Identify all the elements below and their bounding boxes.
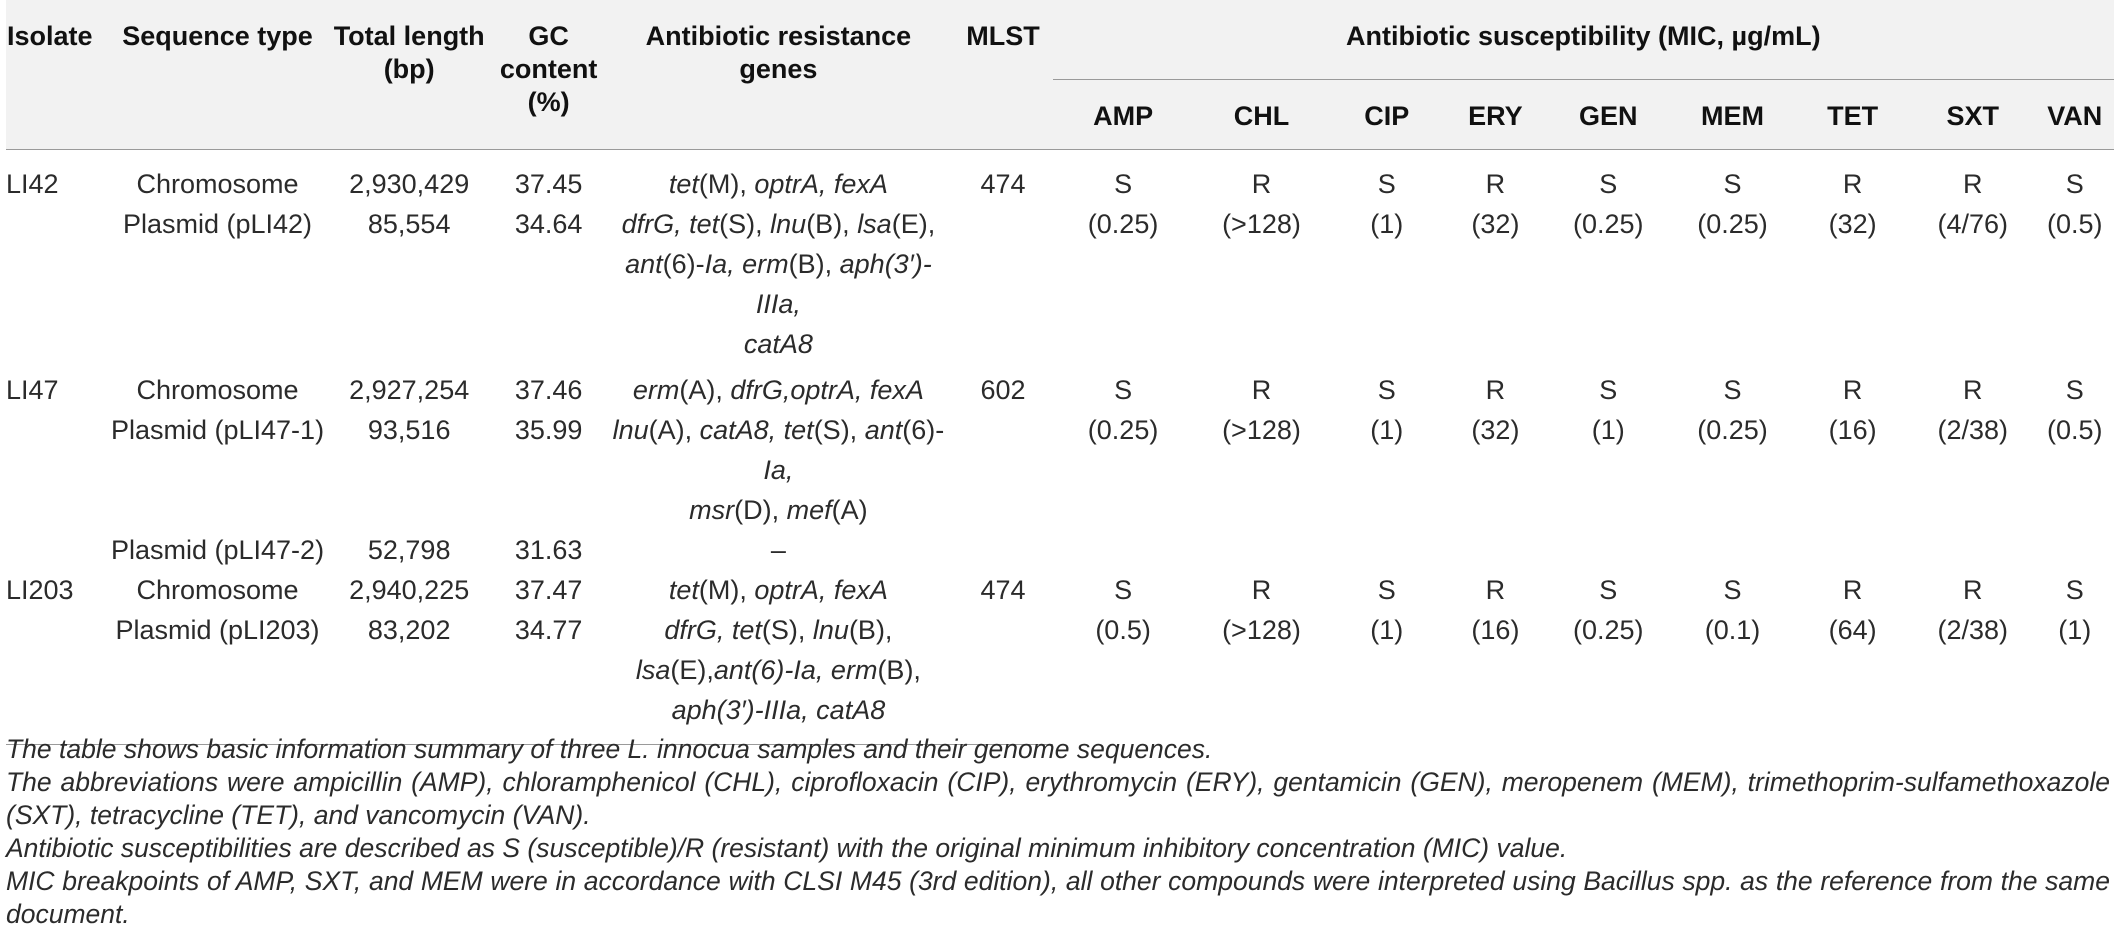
table-footnotes [6,733,2110,931]
mic-cell: R (>128) [1222,169,1301,239]
resistance-genes: tet(M), optrA, fexA [668,169,888,199]
mic-cell: S (1) [1370,575,1404,645]
header-antibiotic: ERY [1444,80,1546,150]
table-row [6,530,2114,570]
header-antibiotic: CHL [1194,80,1330,150]
header-isolate: Isolate [6,0,110,150]
sequence-type: Chromosome [136,375,299,405]
total-length: 93,516 [367,415,451,445]
isolate-name: LI42 [6,169,59,199]
mic-cell: R (32) [1828,169,1877,239]
mic-cell: R (64) [1828,575,1877,645]
total-length: 52,798 [367,535,451,565]
sequence-type: Plasmid (pLI42) [122,209,313,239]
total-length: 2,927,254 [349,375,470,405]
mic-cell: S (1) [1591,375,1625,445]
header-antibiotic: VAN [2035,80,2114,150]
sequence-type: Plasmid (pLI47-2) [110,535,325,565]
resistance-genes: – [770,535,786,565]
footnote: The abbreviations were ampicillin (AMP), chloramphenicol (CHL), ciprofloxacin (CIP), erythromycin (ERY), gentamicin (GEN), meropenem (MEM), trimethoprim-sulfamethoxazole (SXT), tetracycline (TET), and vancomycin (VAN). [6,767,2110,830]
table-row [6,364,2114,410]
footnote: MIC breakpoints of AMP, SXT, and MEM were in accordance with CLSI M45 (3rd edition), all other compounds were interpreted using Bacillus spp. as the reference from the same document. [6,866,2110,929]
mic-cell: S (0.5) [2046,375,2103,445]
mic-cell: S (0.5) [1095,575,1151,645]
sequence-type: Plasmid (pLI203) [110,610,324,745]
footnote: Antibiotic susceptibilities are described as S (susceptible)/R (resistant) with the original minimum inhibitory concentration (MIC) value. [6,833,1568,863]
sequence-type: Chromosome [136,575,299,605]
mic-cell: S (1) [1370,169,1404,239]
header-gc-content: GC content (%) [494,0,604,150]
isolate-name: LI47 [6,375,59,405]
mic-cell: R (16) [1471,575,1520,645]
table-container [6,0,2114,745]
mic-cell: R (32) [1471,375,1520,445]
resistance-genes: erm(A), dfrG,optrA, fexA [632,375,924,405]
header-mlst: MLST [953,0,1052,150]
header-total-length: Total length (bp) [325,0,494,150]
mlst-value: 474 [980,169,1026,199]
gc-content: 37.47 [514,575,583,605]
header-antibiotic: CIP [1329,80,1444,150]
mic-cell: S (0.25) [1697,169,1768,239]
resistance-genes: dfrG, tet(S), lnu(B), lsa(E), ant(6)-Ia, erm(B), aph(3′)-IIIa, catA8 [621,209,936,359]
resistance-genes: lnu(A), catA8, tet(S), ant(6)-Ia, msr(D), mef(A) [612,415,945,525]
gc-content: 31.63 [514,535,583,565]
mic-cell: S (1) [1370,375,1404,445]
mic-cell: R (>128) [1222,575,1301,645]
mic-cell: R (2/38) [1937,575,2009,645]
gc-content: 34.77 [494,610,604,745]
resistance-genes: tet(M), optrA, fexA [668,575,888,605]
header-antibiotic: TET [1795,80,1910,150]
mic-cell: S (1) [2058,575,2092,645]
mic-cell: S (0.25) [1087,375,1159,445]
total-length: 85,554 [367,209,451,239]
sequence-type: Plasmid (pLI47-1) [110,415,325,445]
header-susceptibility: Antibiotic susceptibility (MIC, µg/mL) [1053,0,2114,80]
mic-cell: R (2/38) [1937,375,2009,445]
gc-content: 34.64 [514,209,583,239]
header-antibiotic: SXT [1910,80,2035,150]
mlst-value: 474 [980,575,1026,605]
mic-cell: S (0.25) [1697,375,1768,445]
isolate-name: LI203 [6,575,74,605]
mic-cell: R (4/76) [1937,169,2009,239]
mic-cell: R (32) [1471,169,1520,239]
gc-content: 35.99 [514,415,583,445]
table-row [6,570,2114,610]
gc-content: 37.46 [514,375,583,405]
footnote: The table shows basic information summary of three L. innocua samples and their genome sequences. [6,734,1213,764]
header-antibiotic: GEN [1547,80,1670,150]
mic-cell: S (0.25) [1572,169,1644,239]
mic-cell: S (0.25) [1087,169,1159,239]
table-row [6,150,2114,205]
mic-cell: R (>128) [1222,375,1301,445]
header-antibiotic: AMP [1053,80,1194,150]
header-resistance-genes: Antibiotic resistance genes [603,0,953,150]
mic-cell: S (0.1) [1704,575,1761,645]
header-sequence-type: Sequence type [110,0,324,150]
resistance-genes: dfrG, tet(S), lnu(B), lsa(E),ant(6)-Ia, erm(B), aph(3′)-IIIa, catA8 [603,610,953,745]
mlst-value: 602 [980,375,1026,405]
gc-content: 37.45 [514,169,583,199]
mic-cell: S (0.5) [2046,169,2103,239]
total-length: 83,202 [325,610,494,745]
total-length: 2,930,429 [349,169,470,199]
sequence-type: Chromosome [136,169,299,199]
header-antibiotic: MEM [1670,80,1795,150]
mic-cell: S (0.25) [1572,575,1644,645]
genome-summary-table [6,0,2114,745]
total-length: 2,940,225 [349,575,470,605]
header-row [6,0,2114,80]
mic-cell: R (16) [1828,375,1877,445]
